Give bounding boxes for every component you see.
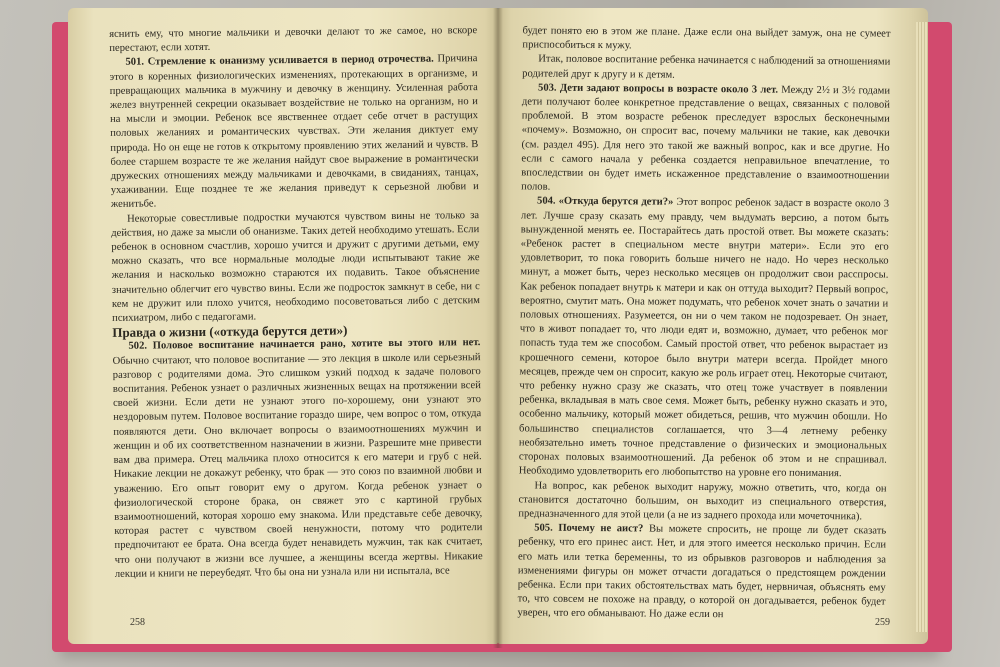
- left-page-text: [109, 24, 483, 582]
- book-gutter: [493, 8, 503, 648]
- right-page: [498, 8, 928, 644]
- right-page-text: [517, 24, 890, 624]
- page-number-left: 258: [130, 617, 145, 628]
- right-paragraph: 505. Почему не аист? Вы можете спросить, не проще ли будет сказать ребенку, что его принес аист. Нет, и для этого имеется несколько причин. Если его мать или тетка беременны, то из обрывков разговоров и наблюдения за изменениями фигуры он может отчасти догадаться о предстоящем рождении ребенка. Если при таких обстоятельствах мать будет, нервничая, объяснять ему то, что совсем не похоже на правду, о которой он догадывается, ребенок будет уверен, что его обманывают. Но даже если он: [517, 522, 887, 621]
- left-page: [68, 8, 498, 644]
- left-paragraph: 501. Стремление к онанизму усиливается в период отрочества. Причина этого в коренных физиологических изменениях, протекающих в организме, и превращающих мальчика в мужчину и девочку в женщину. Усиленная работа желез внутренней секреции оказывает воздействие не только на организм, но и на мысли и эмоции. Ребенок все явственнее отдает себе отчет в растущих половых желаниях и романтических чувствах. Эти желания диктует ему природа. Но он еще не готов к открытому проявлению этих желаний и чувств. В более старшем возрасте те же желания найдут свое выражение в романтически дружеских отношениях между мальчиками и девочками, в свиданиях, танцах, ухаживании. Еще позднее те же желания приведут к серьезной любви и женитьбе.: [109, 53, 479, 211]
- right-paragraph: будет понято ею в этом же плане. Даже если она выйдет замуж, она не сумеет приспособиться к мужу.: [522, 25, 891, 52]
- right-paragraph: На вопрос, как ребенок выходит наружу, можно ответить, что, когда он становится достаточно большим, он выходит из специального отверстия, предназначенного для этой цели (а не из заднего прохода или мочеточника).: [518, 480, 887, 523]
- left-paragraph: Некоторые совестливые подростки мучаются чувством вины не только за действия, но даже за мысли об онанизме. Таких детей необходимо утешать. Если ребенок в основном счастлив, хорошо учится и дружит с другими детьми, ему можно сказать, что все нормальные молодые люди испытывают такие же желания и насколько возможно стараются их подавить. Такое объяснение значительно облегчит его чувство вины. Если же подросток замкнут в себе, ни с кем не дружит или плохо учится, необходимо посоветоваться либо с детским психиатром, либо с педагогами.: [111, 209, 481, 324]
- left-paragraph: яснить ему, что многие мальчики и девочки делают то же самое, но вскоре перестают, если хотят.: [109, 25, 478, 55]
- right-paragraph: 503. Дети задают вопросы в возрасте около 3 лет. Между 2½ и 3½ годами дети получают более конкретное представление о вещах, связанных с половой проблемой. В этом возрасте ребенок преследует взрослых бесконечными «почему». Возможно, он спросит вас, почему мальчики не такие, как девочки (см. раздел 495). Для него это такой же важный вопрос, как и все другие. Но если с самого начала у ребенка создается неправильное впечатление, то впоследствии он будет иметь искаженное представление о взаимоотношении полов.: [521, 82, 891, 193]
- section-heading: Правда о жизни («откуда берутся дети»): [112, 322, 348, 341]
- page-number-right: 259: [875, 617, 890, 628]
- left-paragraph: 502. Половое воспитание начинается рано, хотите вы этого или нет. Обычно считают, что половое воспитание — это лекция в школе или серьезный разговор с родителями дома. Это слишком узкий подход к задаче полового воспитания. Ребенок узнает о различных жизненных вещах на протяжении всей своей жизни. Если дети не узнают этого по-хорошему, они узнают это нездоровым путем. Половое воспитание гораздо шире, чем вопрос о том, откуда появляются дети. Оно включает вопросы о взаимоотношениях мужчин и женщин и об их соответственном назначении в жизни. Разрешите мне привести вам два примера. Отец мальчика плохо относится к его матери и груб с ней. Никакие лекции не докажут ребенку, что брак — это союз по взаимной любви и уважению. Его опыт говорит ему о другом. Когда ребенок узнает о физиологической стороне брака, он свяжет это с картиной грубых взаимоотношений, которая хорошо ему знакома. Или представьте себе девочку, которая растет с чувством своей ненужности, потому что родители предпочитают ее брата. Она всегда будет ненавидеть мужчин, так как считает, что они получают в жизни все лучшее, а женщины всегда жертвы. Никакие лекции и книги не переубедят. Что бы она ни узнала или ни испытала, все: [112, 337, 483, 580]
- right-paragraph: 504. «Откуда берутся дети?» Этот вопрос ребенок задаст в возрасте около 3 лет. Лучше сразу сказать ему правду, чем выдумать версию, а потом быть вынужденной менять ее. Постарайтесь дать простой ответ. Вы можете сказать: «Ребенок растет в специальном месте внутри матери». Если это его удовлетворит, то пока говорить больше ничего не надо. Но через несколько минут, а может быть, через несколько месяцев он продолжит свои расспросы. Как ребенок попадает внутрь к матери и как он оттуда выходит? Первый вопрос, вероятно, смутит мать. Она может подумать, что ребенок хочет знать о зачатии и половых отношениях. Разумеется, он ни о чем таком не подозревает. Он знает, что в живот попадает то, что люди едят и, возможно, думает, что ребенок мог попасть туда тем же способом. Самый простой ответ, что ребенок вырастает из крошечного семени, которое было внутри матери всегда. Пройдет много месяцев, прежде чем он спросит, какую же роль играет отец. Некоторые считают, что ребенку нужно сразу же сказать, что отец тоже участвует в появлении ребенка, вкладывая в мать свое семя. Может быть, ребенку нужно сказать и это, особенно мальчику, который может обидеться, решив, что мужчин обошли. Но большинство специалистов соглашается, что 3—4 летнему ребенку необязательно иметь точное представление о физических и эмоциональных сторонах половых взаимоотношений. Да ребенок об этом и не спрашивал. Необходимо удовлетворить его любопытство на уровне его понимания.: [518, 195, 890, 480]
- page-edges: [916, 22, 928, 632]
- right-paragraph: Итак, половое воспитание ребенка начинается с наблюдений за отношениями родителей друг к другу и к детям.: [522, 53, 891, 81]
